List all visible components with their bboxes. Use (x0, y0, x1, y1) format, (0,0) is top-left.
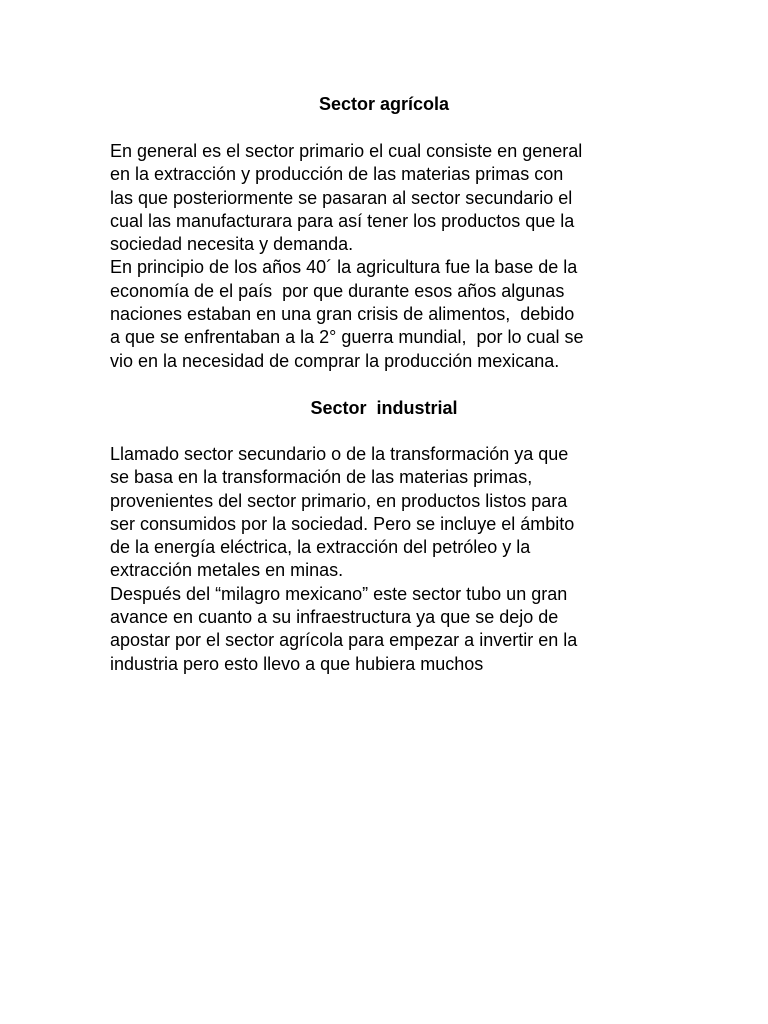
paragraph-line: industria pero esto llevo a que hubiera muchos (110, 653, 484, 674)
paragraph-line: se basa en la transformación de las materias primas, (110, 467, 533, 488)
paragraph-line: las que posteriormente se pasaran al sector secundario el (110, 187, 573, 208)
section-heading-agricola: Sector agrícola (318, 94, 450, 114)
paragraph-line: ser consumidos por la sociedad. Pero se incluye el ámbito (110, 513, 575, 534)
paragraph-line: En principio de los años 40´ la agricultura fue la base de la (110, 257, 578, 278)
paragraph-line: extracción metales en minas. (110, 560, 344, 581)
section-body-agricola (110, 140, 670, 373)
paragraph-line: En general es el sector primario el cual consiste en general (110, 141, 583, 161)
paragraph-line: naciones estaban en una gran crisis de alimentos, debido (110, 304, 575, 325)
paragraph-line: vio en la necesidad de comprar la producción mexicana. (110, 350, 560, 371)
paragraph-line: de la energía eléctrica, la extracción del petróleo y la (110, 537, 531, 558)
paragraph-line: Llamado sector secundario o de la transformación ya que (110, 444, 569, 464)
paragraph-line: sociedad necesita y demanda. (110, 234, 354, 255)
paragraph-line: Después del “milagro mexicano” este sector tubo un gran (110, 583, 568, 604)
paragraph-line: en la extracción y producción de las materias primas con (110, 164, 564, 185)
paragraph-line: a que se enfrentaban a la 2° guerra mundial, por lo cual se (110, 327, 584, 348)
paragraph-line: provenientes del sector primario, en productos listos para (110, 490, 568, 511)
section-heading-industrial: Sector industrial (310, 398, 458, 418)
paragraph-line: cual las manufacturara para así tener los productos que la (110, 210, 575, 231)
paragraph-line: economía de el país por que durante esos años algunas (110, 280, 565, 301)
section-body-industrial (110, 443, 670, 676)
paragraph-line: apostar por el sector agrícola para empezar a invertir en la (110, 630, 578, 651)
paragraph-line: avance en cuanto a su infraestructura ya que se dejo de (110, 607, 559, 628)
